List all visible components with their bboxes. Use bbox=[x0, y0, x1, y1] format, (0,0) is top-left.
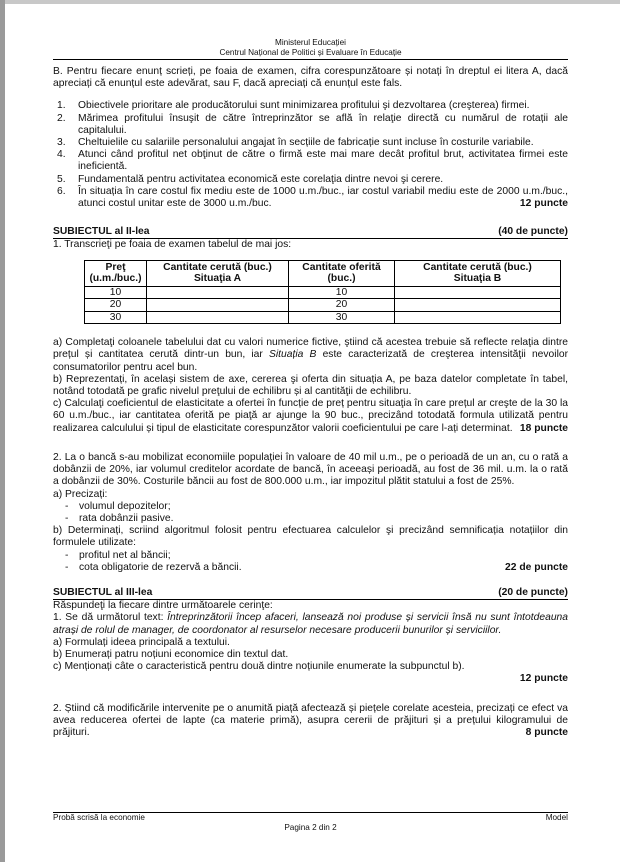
subject-2-q1a bbox=[53, 337, 568, 374]
cell-demand-b bbox=[395, 299, 561, 312]
cell-demand-b bbox=[395, 286, 561, 299]
statement-text: Atunci când profitul net obţinut de către o firmă este mai mare decât profitul brut, activitatea firmei este ineficientă. bbox=[78, 149, 568, 173]
subject-3-intro: Răspundeţi la fiecare dintre următoarele cerinţe: bbox=[53, 600, 273, 612]
subject-2-q1b: b) Reprezentați, în același sistem de axe, cererea şi oferta din situația A, pe baza datelor completate în tabel, notând totodată pe grafic nivelul preţului de echilibru și al cantităţii de echilibru. bbox=[53, 373, 568, 397]
statement-item bbox=[53, 186, 568, 210]
dash-bullet: - bbox=[65, 500, 69, 512]
q2a-item bbox=[53, 513, 568, 525]
statement-list bbox=[53, 100, 568, 210]
statement-6-text: În situația în care costul fix mediu este de 1000 u.m./buc., iar costul variabil mediu este de 2000 u.m./buc., atunci costul unitar este de 3000 u.m./buc. bbox=[78, 185, 568, 210]
footer-model: Model bbox=[545, 813, 568, 822]
statement-item bbox=[53, 149, 568, 173]
q2b-item-text: profitul net al băncii; bbox=[79, 549, 171, 561]
q2a-item bbox=[53, 501, 568, 513]
page-header bbox=[53, 38, 568, 60]
header-line: Cantitate cerută (buc.) bbox=[163, 261, 272, 273]
cell-supply: 20 bbox=[289, 299, 395, 312]
document-page bbox=[53, 38, 568, 739]
cell-demand-a bbox=[147, 286, 289, 299]
statement-number: 2. bbox=[57, 112, 66, 124]
dash-bullet: - bbox=[65, 512, 69, 524]
subject-3-q2-points: 8 puncte bbox=[525, 727, 568, 739]
statement-number: 3. bbox=[57, 137, 66, 149]
subject-3-q1 bbox=[53, 612, 568, 636]
statement-text bbox=[78, 186, 568, 210]
subject-3-heading bbox=[53, 587, 568, 600]
cell-price: 20 bbox=[85, 299, 147, 312]
q2b-item bbox=[53, 562, 568, 574]
statement-text: Obiectivele prioritare ale producătorului sunt minimizarea profitului şi dezvoltarea (creşterea) firmei. bbox=[78, 100, 530, 112]
cell-price: 10 bbox=[85, 286, 147, 299]
statement-item bbox=[53, 137, 568, 149]
table-header-row bbox=[85, 260, 561, 286]
statement-text: Fundamentală pentru activitatea economică este corelaţia dintre nevoi şi cerere. bbox=[78, 173, 444, 185]
statement-item bbox=[53, 113, 568, 137]
q1-lead: 1. Se dă următorul text: bbox=[53, 612, 168, 624]
q1a-text: a) Completaţi coloanele tabelului dat cu valori numerice fictive, ştiind că acestea trebuie să reflecte relaţia dintre prețul și cantitatea cerută dintr-un bun, iar bbox=[53, 337, 568, 361]
statement-number: 1. bbox=[57, 100, 66, 112]
header-line: (u.m./buc.) bbox=[89, 273, 142, 285]
q2a-item-text: rata dobânzii pasive. bbox=[79, 512, 174, 524]
subject-2-heading bbox=[53, 226, 568, 239]
cell-supply: 10 bbox=[289, 286, 395, 299]
statement-number: 6. bbox=[57, 185, 66, 197]
dash-bullet: - bbox=[65, 549, 69, 561]
header-line: Situaţia A bbox=[193, 273, 242, 285]
subject-2-q1c: c) Calculaţi coeficientul de elasticitate a ofertei în funcție de preț pentru situaţia în care prețul ar creşte de la 30 la 60 u.m./buc., iar cantitatea oferită pe piaţă ar ajunge la 90 buc., precizând totodată formula utilizată pentru realizarea calculului și tipul de elasticitate corespunzător valorii coeficientului pe care l-ați determinat. bbox=[53, 398, 568, 434]
subject-2-q1-points: 18 puncte bbox=[519, 422, 568, 434]
table-row bbox=[85, 299, 561, 312]
column-header-demand-a bbox=[147, 260, 289, 286]
statement-text: Mărimea profitului însuşit de către întreprinzător se află în relaţie directă cu numărul de rotații ale capitalului. bbox=[78, 112, 568, 136]
subject-2-q2b: b) Determinați, scriind algoritmul folosit pentru efectuarea calculelor şi precizând semnificația notațiilor din formulele utilizate: bbox=[53, 525, 568, 549]
subject-3-q2: 2. Știind că modificările intervenite pe o anumită piață afectează și piețele corelate acesteia, precizați ce efect va avea reducerea ofertei de lapte (ca materie primă), asupra cererii de prăjituri și a prețului kilogramului de prăjituri. bbox=[53, 702, 568, 739]
subject-3-q1-points: 12 puncte bbox=[519, 673, 568, 685]
q2b-item-text: cota obligatorie de rezervă a băncii. bbox=[79, 561, 242, 573]
section-b-points: 12 puncte bbox=[519, 198, 568, 210]
q1a-italic: Situația B bbox=[269, 349, 317, 361]
subject-2-q2-points: 22 de puncte bbox=[505, 561, 568, 573]
cell-supply: 30 bbox=[289, 311, 395, 324]
header-line: (buc.) bbox=[327, 273, 356, 285]
statement-number: 5. bbox=[57, 173, 66, 185]
subject-2-points: (40 de puncte) bbox=[498, 226, 568, 238]
subject-3-points: (20 de puncte) bbox=[498, 587, 568, 598]
header-ministry: Ministerul Educației bbox=[275, 38, 346, 47]
table-row bbox=[85, 311, 561, 324]
statement-text: Cheltuielile cu salariile personalului angajat în secțiile de fabricație sunt incluse în costurile variabile. bbox=[78, 137, 534, 149]
header-line: Situaţia B bbox=[453, 273, 502, 285]
page-footer bbox=[53, 812, 568, 833]
subject-2-q1-intro: 1. Transcrieţi pe foaia de examen tabelul de mai jos: bbox=[53, 239, 292, 251]
subject-3-q1a: a) Formulați ideea principală a textului. bbox=[53, 636, 230, 648]
subject-2-title: SUBIECTUL al II-lea bbox=[53, 226, 150, 238]
price-quantity-table bbox=[84, 260, 561, 325]
header-line: Cantitate oferită bbox=[302, 261, 381, 273]
column-header-demand-b bbox=[395, 260, 561, 286]
q1-quote: Întreprinzătorii încep afaceri, lansează noi produse și servicii însă nu sunt întotdeauna atrași de rolul de manager, de coordonator al resurselor necesare producerii bunurilor și serviciilor. bbox=[53, 612, 568, 636]
subject-3-q1c: c) Menționați câte o caracteristică pentru două dintre noțiunile enumerate la subpunctul b). bbox=[53, 661, 465, 673]
table-row bbox=[85, 286, 561, 299]
subject-2-q2: 2. La o bancă s-au mobilizat economiile populației în valoare de 40 mil u.m., pe o perioadă de un an, cu o rată a dobânzii de 20%, iar volumul creditelor acordate de bancă, în aceeași perioadă, au fost de 36 mil. u.m. la o rată a dobânzii de 30%. Costurile băncii au fost de 800.000 u.m., iar impozitul plătit statului a fost de 25%. bbox=[53, 451, 568, 488]
statement-number: 4. bbox=[57, 149, 66, 161]
subject-2-q2a: a) Precizați: bbox=[53, 488, 108, 500]
section-b-intro: B. Pentru fiecare enunț scrieți, pe foaia de examen, cifra corespunzătoare și notați în dreptul ei litera A, dacă apreciați că enunțul este adevărat, sau F, dacă apreciați că enunțul este fals. bbox=[53, 66, 568, 90]
q2b-item bbox=[53, 550, 568, 562]
column-header-price bbox=[85, 260, 147, 286]
header-center: Centrul Național de Politici și Evaluare în Educație bbox=[219, 48, 402, 57]
cell-demand-a bbox=[147, 311, 289, 324]
cell-demand-a bbox=[147, 299, 289, 312]
header-line: Cantitate cerută (buc.) bbox=[423, 261, 532, 273]
q2a-item-text: volumul depozitelor; bbox=[79, 500, 171, 512]
viewer-left-edge bbox=[0, 0, 5, 862]
footer-exam-name: Probă scrisă la economie bbox=[53, 813, 145, 822]
q1a-text-end: este caracterizată de creşterea intensităţii nevoilor consumatorilor pentru acel bun. bbox=[53, 349, 569, 373]
page-number: Pagina 2 din 2 bbox=[284, 823, 337, 832]
dash-bullet: - bbox=[65, 561, 69, 573]
cell-price: 30 bbox=[85, 311, 147, 324]
statement-item bbox=[53, 174, 568, 186]
viewer-top-edge bbox=[5, 0, 620, 4]
cell-demand-b bbox=[395, 311, 561, 324]
statement-item bbox=[53, 100, 568, 112]
footer-row bbox=[53, 813, 568, 823]
subject-3-title: SUBIECTUL al III-lea bbox=[53, 587, 153, 598]
column-header-supply bbox=[289, 260, 395, 286]
subject-3-q1b: b) Enumerați patru noțiuni economice din textul dat. bbox=[53, 649, 289, 661]
header-line: Preţ bbox=[105, 261, 126, 273]
